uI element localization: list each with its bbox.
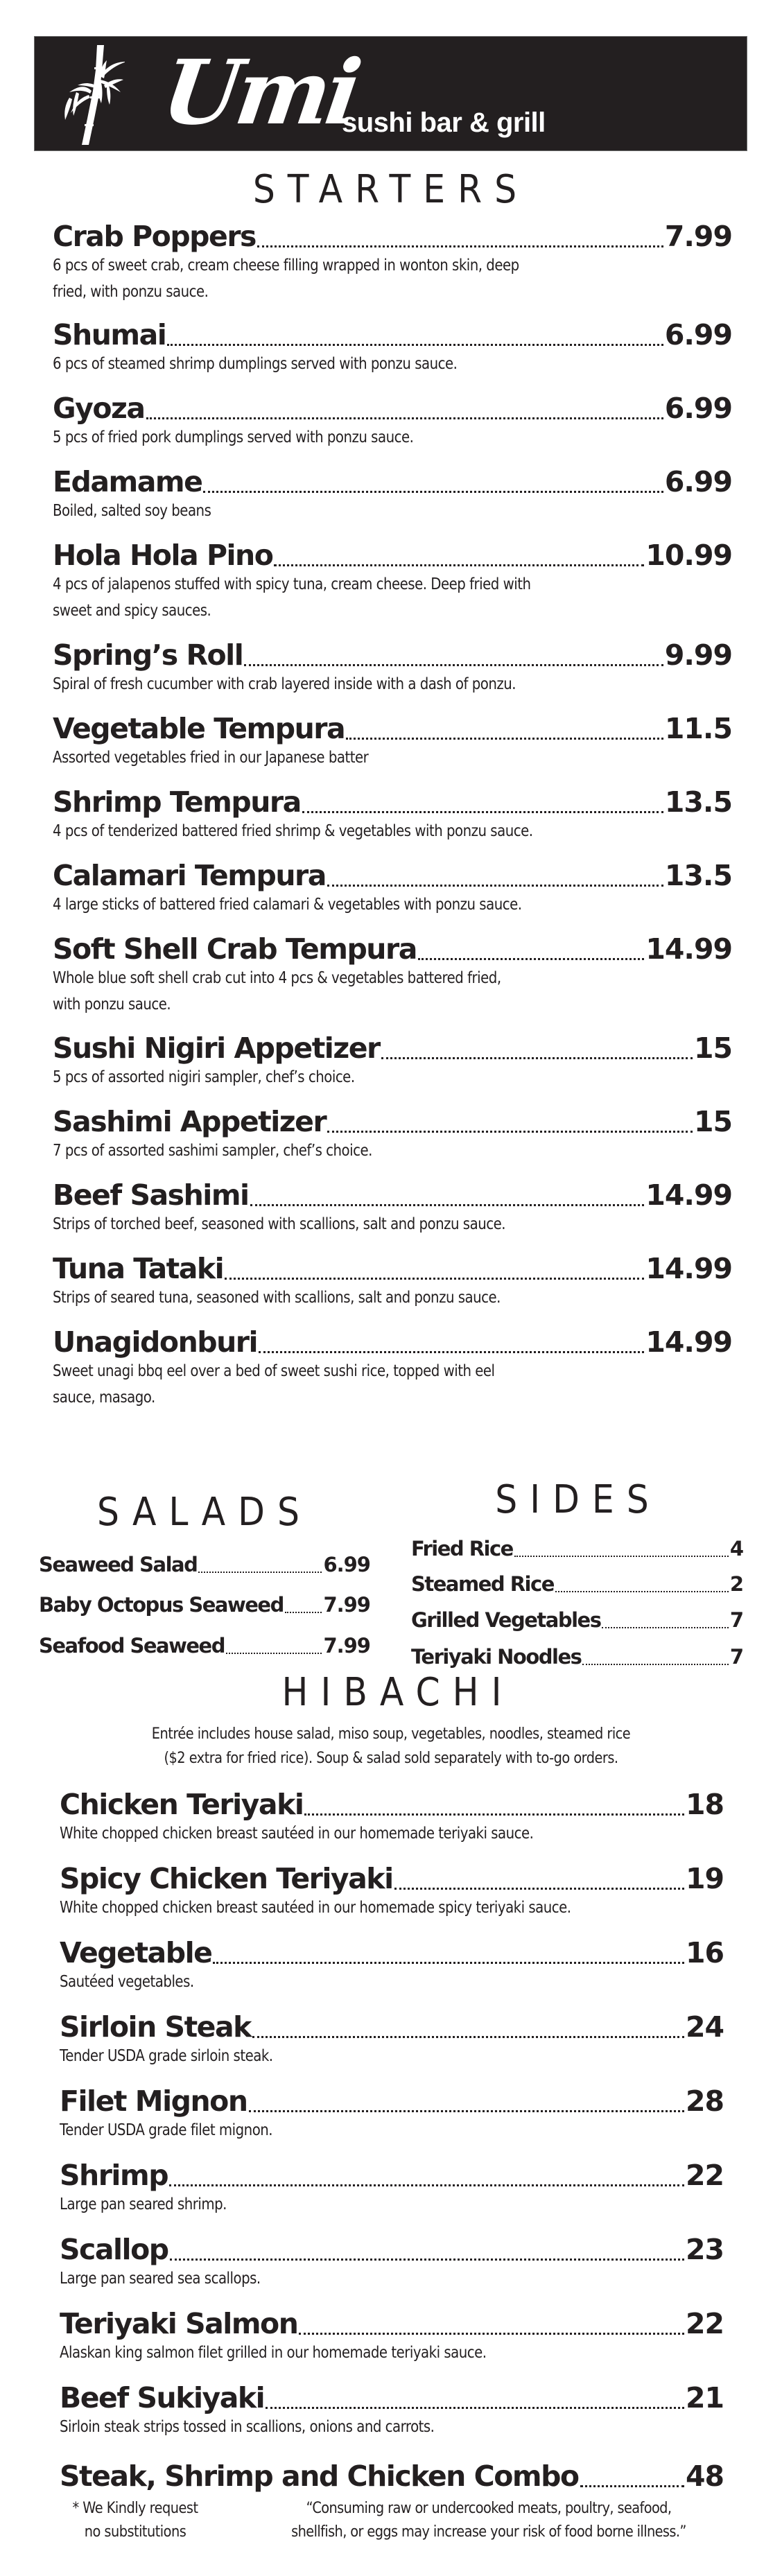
dotted-leader [198,1572,322,1573]
item-description: Tender USDA grade filet mignon. [60,2121,273,2139]
dotted-leader [170,2259,684,2261]
item-description: 4 pcs of jalapenos stuffed with spicy tuna, cream cheese. Deep fried with [53,575,531,593]
item-price: 48 [685,2460,724,2493]
item-description: sweet and spicy sauces. [53,602,211,620]
dotted-leader [346,738,663,740]
item-name: Calamari Tempura [53,859,326,892]
dotted-leader [249,2110,684,2112]
item-description: with ponzu sauce. [53,995,171,1013]
item-description: Sweet unagi bbq eel over a bed of sweet sushi rice, topped with eel [53,1362,495,1380]
hibachi-intro-line-1: Entrée includes house salad, miso soup, vegetables, noodles, steamed rice [151,1725,631,1743]
sides-item-row [411,1572,743,1596]
item-price: 7.99 [664,220,732,253]
item-price: 7.99 [323,1593,370,1617]
item-price: 22 [685,2159,724,2192]
item-price: 22 [685,2307,724,2340]
item-name: Grilled Vegetables [411,1608,601,1632]
item-price: 14.99 [645,932,732,966]
item-name: Tuna Tataki [53,1252,224,1285]
item-name: Teriyaki Noodles [411,1645,582,1669]
starters-item-row [53,1032,732,1064]
salads-item-row [39,1634,370,1657]
item-description: Spiral of fresh cucumber with crab layered inside with a dash of ponzu. [53,675,516,693]
starters-item-row [53,539,732,571]
dotted-leader [259,1351,644,1353]
dotted-leader [274,564,644,566]
dotted-leader [327,885,663,887]
item-name: Beef Sukiyaki [60,2381,265,2414]
item-name: Steamed Rice [411,1572,554,1596]
item-price: 13.5 [664,859,732,892]
item-price: 14.99 [645,1178,732,1212]
starters-item-row [53,1106,732,1138]
item-name: Soft Shell Crab Tempura [53,932,417,966]
hibachi-item-row [60,2011,724,2043]
dotted-leader [252,2036,684,2038]
dotted-leader [299,2333,684,2335]
brand-tagline: sushi bar & grill [342,107,546,138]
hibachi-item-row [60,2234,724,2265]
dotted-leader [514,1556,729,1557]
item-name: Vegetable [60,1936,212,1969]
item-name: Sushi Nigiri Appetizer [53,1032,380,1065]
footer-request-line-2: no substitutions [84,2523,186,2541]
hibachi-item-row [60,2308,724,2340]
item-price: 7 [729,1645,743,1669]
item-name: Fried Rice [411,1537,513,1560]
item-price: 16 [685,1936,724,1969]
dotted-leader [418,958,644,960]
item-name: Shrimp Tempura [53,785,301,819]
item-description: White chopped chicken breast sautéed in our homemade spicy teriyaki sauce. [60,1899,571,1917]
starters-item-row [53,220,732,252]
item-description: Large pan seared sea scallops. [60,2270,261,2288]
sides-item-row [411,1537,743,1560]
item-name: Scallop [60,2233,168,2266]
item-name: Baby Octopus Seaweed [39,1593,284,1617]
item-name: Unagidonburi [53,1325,258,1359]
dotted-leader [213,1962,684,1964]
header-banner [34,36,747,151]
dotted-leader [302,811,663,813]
item-description: Strips of seared tuna, seasoned with scallions, salt and ponzu sauce. [53,1289,501,1307]
footer-disclaimer-line-1: “Consuming raw or undercooked meats, poultry, seafood, [306,2500,672,2517]
item-price: 7.99 [323,1634,370,1657]
sides-item-row [411,1608,743,1632]
item-price: 21 [685,2381,724,2414]
item-description: 6 pcs of sweet crab, cream cheese filling wrapped in wonton skin, deep [53,256,519,275]
dotted-leader [285,1612,322,1613]
hibachi-item-row [60,1937,724,1969]
dotted-leader [250,1204,645,1206]
starters-item-row [53,466,732,498]
item-name: Hola Hola Pino [53,539,273,572]
item-price: 13.5 [664,785,732,819]
sides-item-row [411,1645,743,1669]
item-price: 15 [693,1032,732,1065]
item-price: 14.99 [645,1252,732,1285]
item-description: 4 pcs of tenderized battered fried shrimp & vegetables with ponzu sauce. [53,822,533,840]
item-name: Sirloin Steak [60,2010,251,2044]
dotted-leader [555,1591,729,1592]
hibachi-item-row [60,1789,724,1820]
dotted-leader [226,1653,322,1654]
section-title-salads: SALADS [97,1490,312,1535]
dotted-leader [225,1278,644,1280]
item-price: 7 [729,1608,743,1632]
dotted-leader [257,245,663,247]
item-description: Boiled, salted soy beans [53,502,211,520]
starters-item-row [53,1326,732,1358]
item-price: 6.99 [664,392,732,425]
dotted-leader [580,2485,684,2487]
item-name: Spring’s Roll [53,638,243,672]
dotted-leader [244,664,663,666]
hibachi-item-row [60,2159,724,2191]
item-name: Gyoza [53,392,145,425]
item-price: 28 [685,2085,724,2118]
starters-item-row [53,639,732,671]
item-price: 11.5 [664,712,732,745]
brand-logo-text: Umi [156,41,364,145]
dotted-leader [266,2407,684,2409]
item-name: Filet Mignon [60,2085,247,2118]
item-price: 9.99 [664,638,732,672]
hibachi-intro-line-2: ($2 extra for fried rice). Soup & salad sold separately with to-go orders. [164,1750,618,1767]
hibachi-item-row [60,2460,724,2492]
dotted-leader [582,1664,728,1665]
dotted-leader [146,417,663,419]
item-description: Whole blue soft shell crab cut into 4 pcs & vegetables battered fried, [53,969,501,987]
dotted-leader [394,1888,684,1890]
item-price: 6.99 [664,318,732,351]
item-name: Beef Sashimi [53,1178,249,1212]
item-price: 4 [729,1537,743,1560]
item-price: 24 [685,2010,724,2044]
item-name: Steak, Shrimp and Chicken Combo [60,2460,579,2493]
item-name: Spicy Chicken Teriyaki [60,1862,393,1895]
dotted-leader [203,491,663,493]
starters-item-row [53,713,732,745]
item-name: Vegetable Tempura [53,712,345,745]
footer-request-line-1: * We Kindly request [72,2500,198,2517]
hibachi-item-row [60,1863,724,1895]
item-name: Edamame [53,465,202,498]
footer-disclaimer-line-2: shellfish, or eggs may increase your risk of food borne illness.” [291,2523,686,2541]
item-description: 6 pcs of steamed shrimp dumplings served with ponzu sauce. [53,355,458,373]
section-title-sides: SIDES [495,1477,661,1522]
hibachi-item-row [60,2085,724,2117]
starters-item-row [53,319,732,351]
dotted-leader [304,1813,684,1816]
item-name: Shrimp [60,2159,168,2192]
item-description: Assorted vegetables fried in our Japanese batter [53,749,369,767]
starters-item-row [53,786,732,818]
item-name: Seaweed Salad [39,1553,198,1576]
section-title-starters: STARTERS [252,167,530,212]
dotted-leader [327,1131,693,1133]
bamboo-icon [49,42,125,146]
item-price: 14.99 [645,1325,732,1359]
dotted-leader [602,1627,728,1628]
item-name: Teriyaki Salmon [60,2307,298,2340]
item-description: sauce, masago. [53,1389,155,1407]
item-price: 10.99 [645,539,732,572]
item-name: Shumai [53,318,166,351]
item-description: Large pan seared shrimp. [60,2195,227,2213]
item-description: Strips of torched beef, seasoned with scallions, salt and ponzu sauce. [53,1215,506,1233]
dotted-leader [169,2184,684,2186]
item-description: Sirloin steak strips tossed in scallions, onions and carrots. [60,2418,435,2436]
item-description: White chopped chicken breast sautéed in our homemade teriyaki sauce. [60,1825,534,1843]
starters-item-row [53,1179,732,1211]
item-price: 6.99 [664,465,732,498]
starters-item-row [53,860,732,891]
hibachi-item-row [60,2382,724,2414]
starters-item-row [53,933,732,965]
salads-item-row [39,1593,370,1617]
item-price: 2 [729,1572,743,1596]
dotted-leader [381,1057,693,1059]
item-description: 7 pcs of assorted sashimi sampler, chef’s choice. [53,1142,372,1160]
dotted-leader [167,344,663,346]
salads-item-row [39,1553,370,1576]
item-name: Chicken Teriyaki [60,1788,304,1821]
item-description: 5 pcs of assorted nigiri sampler, chef’s choice. [53,1068,355,1086]
item-description: 5 pcs of fried pork dumplings served with ponzu sauce. [53,428,414,446]
item-description: Tender USDA grade sirloin steak. [60,2047,273,2065]
item-price: 18 [685,1788,724,1821]
item-price: 19 [685,1862,724,1895]
section-title-hibachi: HIBACHI [281,1670,514,1715]
item-description: Sautéed vegetables. [60,1973,194,1991]
item-name: Crab Poppers [53,220,256,253]
starters-item-row [53,392,732,424]
item-description: 4 large sticks of battered fried calamari & vegetables with ponzu sauce. [53,896,522,914]
item-name: Sashimi Appetizer [53,1105,327,1138]
item-name: Seafood Seaweed [39,1634,225,1657]
starters-item-row [53,1253,732,1285]
item-description: Alaskan king salmon filet grilled in our homemade teriyaki sauce. [60,2344,487,2362]
item-price: 6.99 [323,1553,370,1576]
item-price: 15 [693,1105,732,1138]
item-price: 23 [685,2233,724,2266]
item-description: fried, with ponzu sauce. [53,283,209,301]
